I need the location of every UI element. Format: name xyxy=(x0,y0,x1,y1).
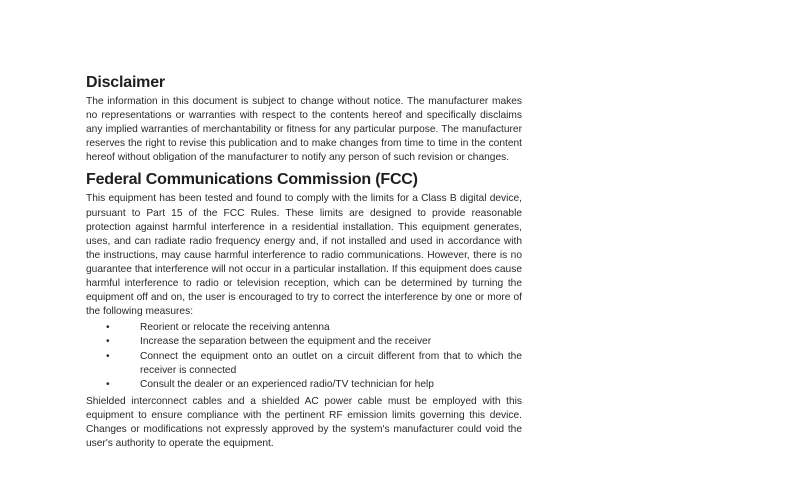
measure-text: Consult the dealer or an experienced radio/TV technician for help xyxy=(140,378,434,390)
fcc-heading: Federal Communications Commission (FCC) xyxy=(86,171,418,189)
fcc-closing-paragraph: Shielded interconnect cables and a shielded AC power cable must be employed with this equipment to ensure compliance with the pertinent RF emission limits governing this device. Changes or modifications not expressly approved by the system's manufacturer could void the user's authority to operate the equipment. xyxy=(86,395,522,450)
bullet-icon: • xyxy=(106,350,110,362)
fcc-measures-list xyxy=(86,321,522,391)
bullet-icon: • xyxy=(106,322,110,334)
measure-text: Connect the equipment onto an outlet on a circuit different from that to which the receiver is connected xyxy=(140,350,522,376)
list-item xyxy=(86,350,522,378)
document-content xyxy=(86,72,522,451)
fcc-intro-paragraph: This equipment has been tested and found to comply with the limits for a Class B digital device, pursuant to Part 15 of the FCC Rules. These limits are designed to provide reasonable protection against harmful interference in a residential installation. This equipment generates, uses, and can radiate radio frequency energy and, if not installed and used in accordance with the instructions, may cause harmful interference to radio communications. However, there is no guarantee that interference will not occur in a particular installation. If this equipment does cause harmful interference to radio or television reception, which can be determined by turning the equipment off and on, the user is encouraged to try to correct the interference by one or more of the following measures: xyxy=(86,193,522,318)
disclaimer-heading: Disclaimer xyxy=(86,74,165,91)
measure-text: Increase the separation between the equipment and the receiver xyxy=(140,336,432,348)
disclaimer-paragraph: The information in this document is subject to change without notice. The manufacturer makes no representations or warranties with respect to the contents hereof and specifically disclaims any implied warranties of merchantability or fitness for any particular purpose. The manufacturer reserves the right to revise this publication and to make changes from time to time in the content hereof without obligation of the manufacturer to notify any person of such revision or changes. xyxy=(86,96,522,164)
measure-text: Reorient or relocate the receiving antenna xyxy=(140,322,330,334)
bullet-icon: • xyxy=(106,336,110,348)
list-item xyxy=(86,335,522,349)
list-item xyxy=(86,378,522,392)
bullet-icon: • xyxy=(106,378,110,390)
list-item xyxy=(86,321,522,335)
